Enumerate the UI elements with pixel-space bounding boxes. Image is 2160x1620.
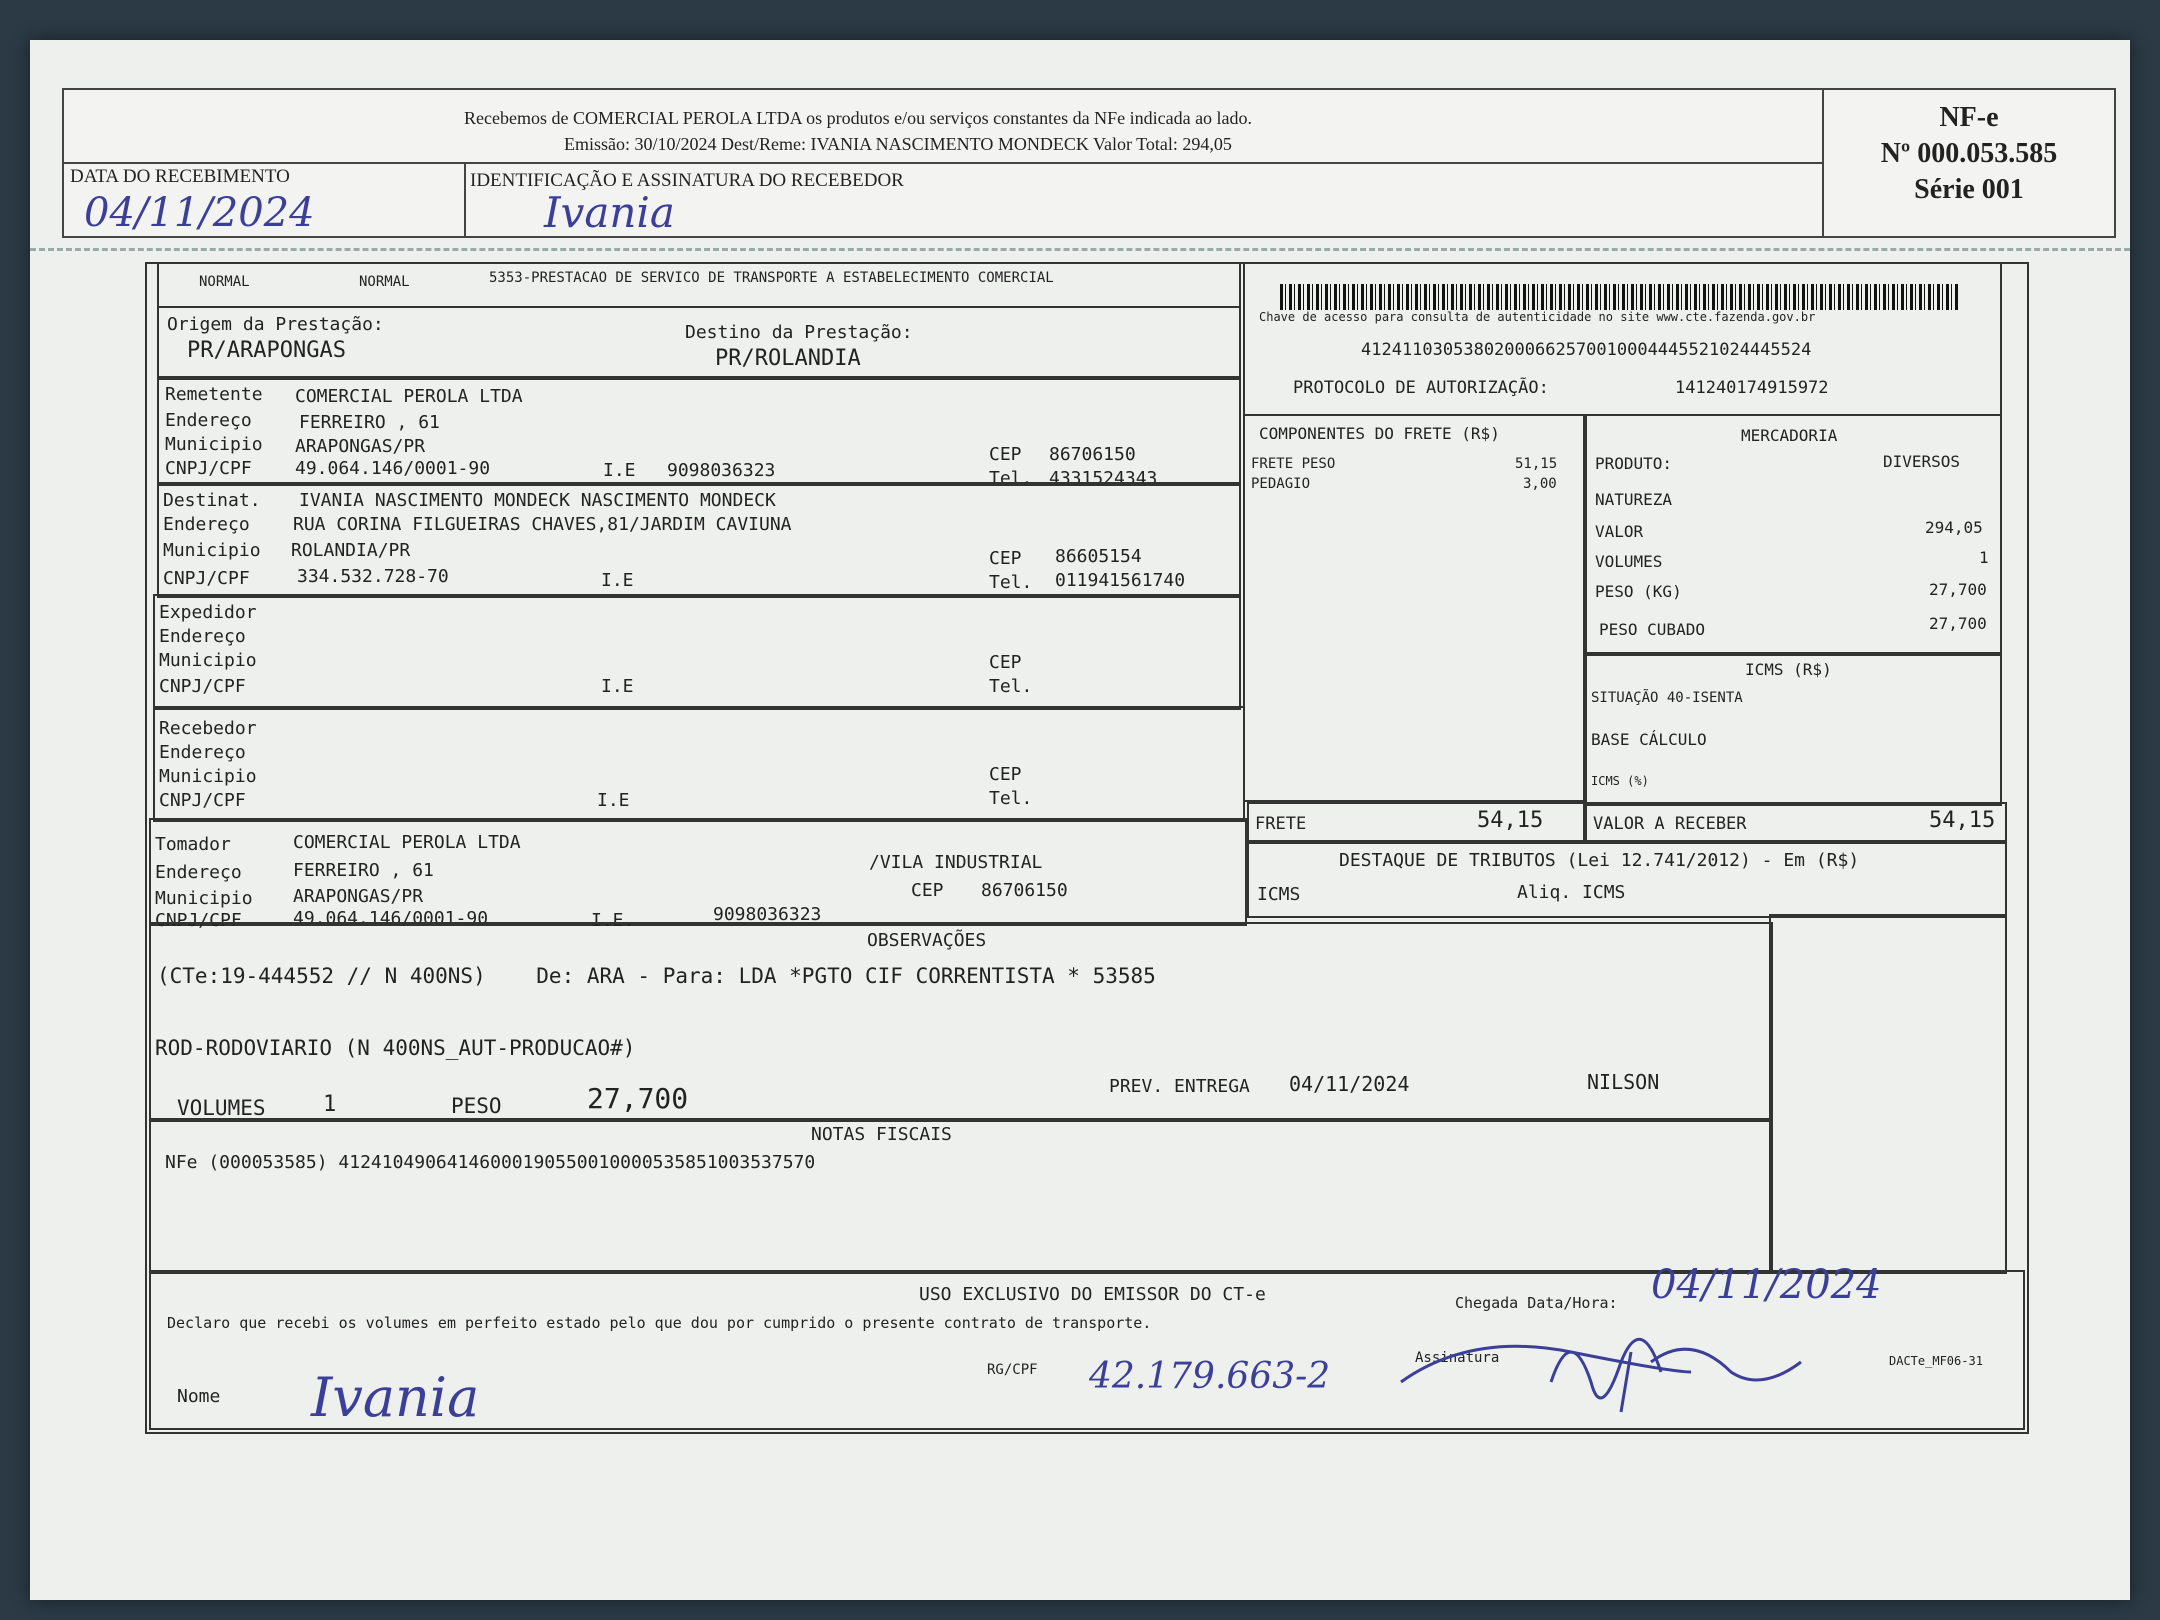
obs-volumes-label: VOLUMES bbox=[177, 1096, 266, 1120]
frete-total-label: FRETE bbox=[1255, 814, 1307, 834]
recebedor-endereco-label: Endereço bbox=[159, 742, 246, 763]
stub-receipt-text: Recebemos de COMERCIAL PEROLA LTDA os produtos e/ou serviços constantes da NFe indicada ao lado. bbox=[464, 108, 1253, 128]
remetente-cep-label: CEP bbox=[989, 444, 1022, 465]
remetente-box bbox=[157, 376, 1241, 489]
tomador-nome: COMERCIAL PEROLA LTDA bbox=[293, 832, 521, 853]
produto-label: PRODUTO: bbox=[1595, 454, 1673, 473]
nfe-number: Nº 000.053.585 bbox=[1880, 138, 2058, 169]
remetente-tel-label: Tel. bbox=[989, 468, 1033, 489]
tomador-box bbox=[149, 818, 1247, 931]
observacoes-box bbox=[149, 922, 1773, 1122]
tributos-aliq-label: Aliq. ICMS bbox=[1517, 882, 1626, 903]
recebedor-cnpj-label: CNPJ/CPF bbox=[159, 790, 246, 811]
base-calculo-label: BASE CÁLCULO bbox=[1591, 730, 1707, 749]
expedidor-endereco-label: Endereço bbox=[159, 626, 246, 647]
origem-value: PR/ARAPONGAS bbox=[187, 338, 346, 363]
nfe-title: NF-e bbox=[1939, 102, 1999, 133]
uso-exclusivo-box bbox=[149, 1262, 2025, 1430]
componentes-frete-box bbox=[1243, 414, 1587, 802]
destinatario-endereco-label: Endereço bbox=[163, 514, 250, 535]
chave-label: Chave de acesso para consulta de autenticidade no site www.cte.fazenda.gov.br bbox=[1259, 310, 1816, 324]
receipt-stub bbox=[62, 88, 2116, 238]
tomador-cnpj-label: CNPJ/CPF bbox=[155, 910, 242, 931]
dacte-code: DACTe_MF06-31 bbox=[1889, 1354, 1983, 1368]
remetente-nome: COMERCIAL PEROLA LTDA bbox=[295, 386, 523, 407]
frete-total-box bbox=[1247, 802, 1587, 844]
natureza-label: NATUREZA bbox=[1595, 490, 1673, 509]
destinatario-cep: 86605154 bbox=[1055, 546, 1142, 567]
cfop-row bbox=[157, 264, 1241, 308]
assinatura-signature bbox=[1391, 1312, 1811, 1422]
tributos-box bbox=[1247, 840, 2007, 918]
protocolo-label: PROTOCOLO DE AUTORIZAÇÃO: bbox=[1293, 378, 1549, 398]
remetente-cnpj: 49.064.146/0001-90 bbox=[295, 458, 491, 479]
observacoes-title: OBSERVAÇÕES bbox=[867, 930, 987, 951]
remetente-cnpj-label: CNPJ/CPF bbox=[165, 458, 252, 479]
uso-exclusivo-title: USO EXCLUSIVO DO EMISSOR DO CT-e bbox=[919, 1284, 1266, 1305]
destinatario-ie-label: I.E bbox=[601, 570, 634, 591]
valor-label: VALOR bbox=[1595, 522, 1644, 541]
right-blank-box bbox=[1769, 914, 2007, 1274]
peso-cubado-value: 27,700 bbox=[1929, 614, 1987, 633]
tomador-endereco-label: Endereço bbox=[155, 862, 242, 883]
notas-fiscais-box bbox=[149, 1118, 1773, 1274]
componentes-title: COMPONENTES DO FRETE (R$) bbox=[1259, 424, 1500, 443]
tomador-endereco: FERREIRO , 61 bbox=[293, 860, 434, 881]
protocolo-numero: 141240174915972 bbox=[1675, 378, 1829, 398]
tributos-icms-label: ICMS bbox=[1257, 884, 1301, 905]
remetente-ie-label: I.E bbox=[603, 460, 636, 481]
mercadoria-box bbox=[1583, 414, 2002, 656]
prev-entrega-label: PREV. ENTREGA bbox=[1109, 1076, 1250, 1097]
nfe-box bbox=[1824, 90, 2114, 208]
icms-title: ICMS (R$) bbox=[1745, 660, 1832, 679]
observacoes-linha2: ROD-RODOVIARIO (N 400NS_AUT-PRODUCAO#) bbox=[155, 1036, 636, 1060]
destinatario-endereco: RUA CORINA FILGUEIRAS CHAVES,81/JARDIM CAVIUNA bbox=[293, 514, 792, 535]
destinatario-municipio: ROLANDIA/PR bbox=[291, 540, 411, 561]
prev-entrega-value: 04/11/2024 bbox=[1289, 1072, 1410, 1096]
recebedor-signature: Ivania bbox=[544, 188, 675, 237]
recebedor-tel-label: Tel. bbox=[989, 788, 1033, 809]
nfe-chave-linha: NFe (000053585) 41241049064146000190550010000535851003537570 bbox=[165, 1152, 816, 1173]
tomador-cnpj: 49.064.146/0001-90 bbox=[293, 908, 489, 929]
destinatario-tel: 011941561740 bbox=[1055, 570, 1186, 591]
expedidor-label: Expedidor bbox=[159, 602, 257, 623]
stub-emission-text: Emissão: 30/10/2024 Dest/Reme: IVANIA NASCIMENTO MONDECK Valor Total: 294,05 bbox=[564, 134, 1232, 154]
componente-value: 51,15 bbox=[1515, 456, 1558, 472]
rg-label: RG/CPF bbox=[987, 1362, 1038, 1378]
dacte-body bbox=[145, 262, 2029, 1434]
tomador-cep: 86706150 bbox=[981, 880, 1068, 901]
destinatario-cnpj: 334.532.728-70 bbox=[297, 566, 449, 587]
valor-receber-value: 54,15 bbox=[1929, 808, 1996, 833]
valor-receber-label: VALOR A RECEBER bbox=[1593, 814, 1747, 834]
motorista-nome: NILSON bbox=[1587, 1070, 1660, 1094]
data-recebimento-handwritten: 04/11/2024 bbox=[84, 190, 315, 236]
componente-label: FRETE PESO bbox=[1251, 456, 1336, 472]
tomador-municipio-label: Municipio bbox=[155, 888, 253, 909]
expedidor-tel-label: Tel. bbox=[989, 676, 1033, 697]
tomador-bairro: /VILA INDUSTRIAL bbox=[869, 852, 1043, 873]
observacoes-linha1: (CTe:19-444552 // N 400NS) De: ARA - Para: LDA *PGTO CIF CORRENTISTA * 53585 bbox=[157, 964, 1156, 988]
prestacao-box bbox=[157, 306, 1241, 380]
peso-label: PESO (KG) bbox=[1595, 582, 1682, 601]
destinatario-label: Destinat. bbox=[163, 490, 261, 511]
recebedor-municipio-label: Municipio bbox=[159, 766, 257, 787]
cte-barcode bbox=[1280, 284, 1960, 310]
expedidor-ie-label: I.E bbox=[601, 676, 634, 697]
remetente-endereco-label: Endereço bbox=[165, 410, 252, 431]
remetente-tel: 4331524343 bbox=[1049, 468, 1158, 489]
tomador-ie-label: I.E. bbox=[591, 910, 635, 931]
expedidor-municipio-label: Municipio bbox=[159, 650, 257, 671]
origem-label: Origem da Prestação: bbox=[167, 314, 384, 335]
obs-peso-value: 27,700 bbox=[587, 1082, 689, 1115]
tomador-cep-label: CEP bbox=[911, 880, 944, 901]
expedidor-box bbox=[153, 594, 1241, 710]
tomador-municipio: ARAPONGAS/PR bbox=[293, 886, 424, 907]
remetente-municipio: ARAPONGAS/PR bbox=[295, 436, 426, 457]
nfe-series: Série 001 bbox=[1914, 174, 2024, 205]
declaracao-text: Declaro que recebi os volumes em perfeito estado pelo que dou por cumprido o presente contrato de transporte. bbox=[167, 1314, 1152, 1332]
rg-handwritten: 42.179.663-2 bbox=[1089, 1356, 1331, 1397]
volumes-value: 1 bbox=[1979, 548, 1989, 567]
chegada-label: Chegada Data/Hora: bbox=[1455, 1294, 1618, 1312]
peso-value: 27,700 bbox=[1929, 580, 1987, 599]
destinatario-nome: IVANIA NASCIMENTO MONDECK NASCIMENTO MONDECK bbox=[299, 490, 776, 511]
expedidor-cep-label: CEP bbox=[989, 652, 1022, 673]
perforation-line bbox=[30, 248, 2130, 251]
destinatario-municipio-label: Municipio bbox=[163, 540, 261, 561]
tributos-title: DESTAQUE DE TRIBUTOS (Lei 12.741/2012) - Em (R$) bbox=[1339, 850, 1860, 871]
cfop-text: 5353-PRESTACAO DE SERVICO DE TRANSPORTE A ESTABELECIMENTO COMERCIAL bbox=[489, 270, 1054, 286]
tipo-servico: NORMAL bbox=[359, 274, 410, 290]
nome-handwritten: Ivania bbox=[311, 1366, 480, 1429]
assinatura-label: Assinatura bbox=[1415, 1350, 1500, 1366]
destino-value: PR/ROLANDIA bbox=[715, 346, 861, 371]
tomador-label: Tomador bbox=[155, 834, 231, 855]
tipo-cte: NORMAL bbox=[199, 274, 250, 290]
identificacao-label: IDENTIFICAÇÃO E ASSINATURA DO RECEBEDOR bbox=[470, 170, 904, 191]
destinatario-cnpj-label: CNPJ/CPF bbox=[163, 568, 250, 589]
destinatario-tel-label: Tel. bbox=[989, 572, 1033, 593]
remetente-endereco: FERREIRO , 61 bbox=[299, 412, 440, 433]
destino-label: Destino da Prestação: bbox=[685, 322, 913, 343]
recebedor-ie-label: I.E bbox=[597, 790, 630, 811]
frete-total-value: 54,15 bbox=[1477, 808, 1544, 833]
icms-box bbox=[1583, 652, 2002, 806]
remetente-municipio-label: Municipio bbox=[165, 434, 263, 455]
nome-label: Nome bbox=[177, 1386, 221, 1407]
volumes-label: VOLUMES bbox=[1595, 552, 1663, 571]
expedidor-cnpj-label: CNPJ/CPF bbox=[159, 676, 246, 697]
chegada-handwritten: 04/11/2024 bbox=[1651, 1262, 1882, 1308]
destinatario-box bbox=[157, 482, 1241, 598]
componente-label: PEDAGIO bbox=[1251, 476, 1311, 492]
tomador-ie: 9098036323 bbox=[713, 904, 822, 925]
remetente-ie: 9098036323 bbox=[667, 460, 776, 481]
componente-value: 3,00 bbox=[1523, 476, 1557, 492]
remetente-cep: 86706150 bbox=[1049, 444, 1136, 465]
mercadoria-title: MERCADORIA bbox=[1741, 426, 1838, 445]
remetente-label: Remetente bbox=[165, 384, 263, 405]
recebedor-box bbox=[153, 706, 1245, 822]
obs-peso-label: PESO bbox=[451, 1094, 502, 1118]
recebedor-cep-label: CEP bbox=[989, 764, 1022, 785]
valor-value: 294,05 bbox=[1925, 518, 1983, 537]
obs-volumes-value: 1 bbox=[323, 1092, 337, 1117]
chave-acesso: 41241103053802000662570010004445521024445524 bbox=[1361, 340, 1812, 360]
notas-fiscais-title: NOTAS FISCAIS bbox=[811, 1124, 952, 1145]
valor-receber-box bbox=[1583, 802, 2007, 844]
icms-percent-label: ICMS (%) bbox=[1591, 774, 1649, 788]
peso-cubado-label: PESO CUBADO bbox=[1599, 620, 1705, 639]
icms-situacao: SITUAÇÃO 40-ISENTA bbox=[1591, 690, 1743, 706]
data-recebimento-label: DATA DO RECEBIMENTO bbox=[70, 166, 290, 187]
produto-value: DIVERSOS bbox=[1883, 452, 1961, 471]
destinatario-cep-label: CEP bbox=[989, 548, 1022, 569]
recebedor-label: Recebedor bbox=[159, 718, 257, 739]
